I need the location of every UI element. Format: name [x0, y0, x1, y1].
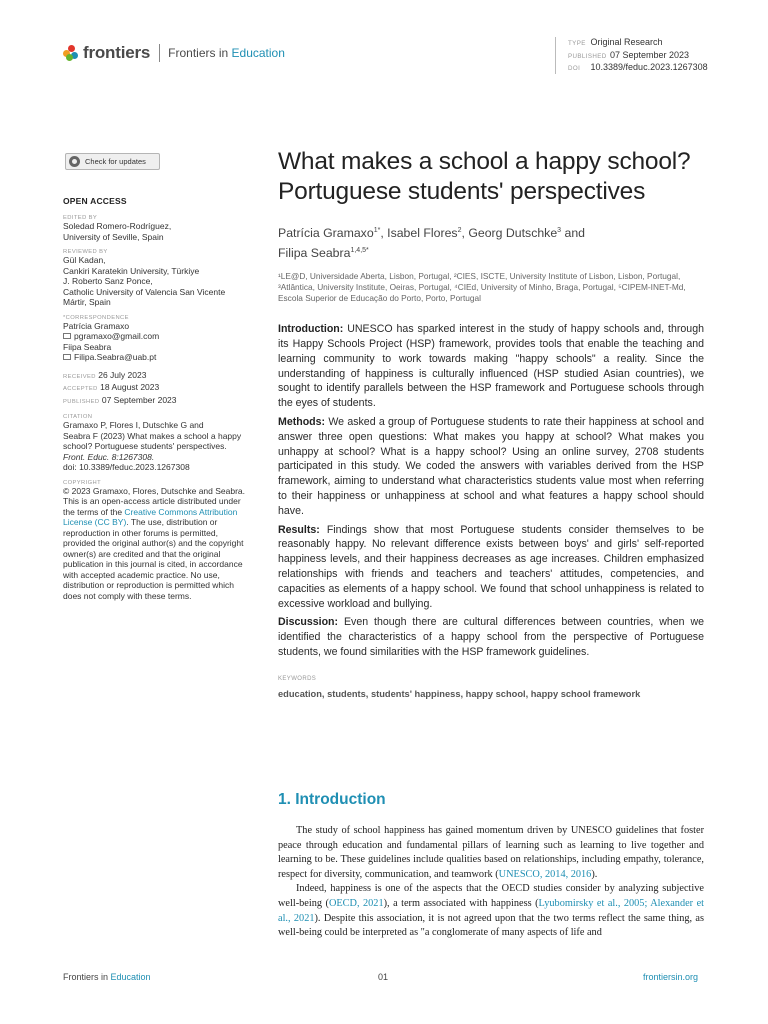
- citation-line: Gramaxo P, Flores I, Dutschke G and: [63, 420, 204, 430]
- article-published: PUBLISHED 07 September 2023: [568, 49, 690, 60]
- correspondent-email[interactable]: [63, 352, 263, 363]
- body-text: ). Despite this association, it is not agreed upon that the two terms reflect the same thing, as well-being could be interpreted as "a conglomerate of many aspects of life and: [278, 912, 705, 939]
- copyright-line: publication in this journal is cited, in accordance: [63, 559, 243, 569]
- sidebar: [63, 153, 263, 601]
- footer-site-link[interactable]: frontiersin.org: [643, 972, 699, 982]
- section-heading: 1. Introduction: [278, 791, 386, 808]
- article-title: What makes a school a happy school? Portuguese students' perspectives: [278, 148, 691, 205]
- citation: [63, 420, 263, 473]
- abstract-methods: [278, 415, 704, 519]
- copyright-text: the terms of the: [63, 506, 125, 517]
- abstract-heading: Introduction:: [278, 323, 344, 336]
- published-date: [63, 395, 263, 408]
- author-affiliation-mark: 1*: [373, 227, 381, 234]
- copyright: [63, 486, 263, 602]
- reviewer-line: Catholic University of Valencia San Vicente: [63, 286, 226, 297]
- check-for-updates-label: Check for updates: [85, 157, 146, 166]
- reviewer-line: J. Roberto Sanz Ponce,: [63, 276, 153, 286]
- reviewer-line: Gül Kadan,: [63, 255, 106, 265]
- reviewer-line: Cankiri Karatekin University, Türkiye: [63, 265, 200, 276]
- mail-icon: [63, 354, 71, 360]
- copyright-line: This is an open-access article distributed under: [63, 496, 241, 506]
- copyright-line: [63, 517, 263, 528]
- open-access-label: OPEN ACCESS: [63, 196, 127, 206]
- body-text: Indeed, happiness is one of the aspects that the OECD studies consider by analyzing subjective well-being (: [278, 883, 704, 909]
- reviewer-line: Mártir, Spain: [63, 297, 111, 307]
- accepted-value: 18 August 2023: [100, 382, 160, 392]
- accepted-date: [63, 382, 263, 395]
- frontiers-logo-icon: [63, 45, 79, 61]
- dates: [63, 370, 263, 408]
- copyright-label: COPYRIGHT: [63, 479, 102, 486]
- abstract-heading: Results:: [278, 523, 320, 536]
- author-name[interactable]: Georg Dutschke: [468, 226, 558, 241]
- citation-link[interactable]: OECD, 2021: [328, 897, 384, 909]
- edited-by-label: EDITED BY: [63, 215, 98, 221]
- article-meta: [555, 37, 708, 74]
- reviewed-by: [63, 255, 263, 308]
- journal-name[interactable]: [168, 46, 285, 60]
- citation-label: CITATION: [63, 414, 93, 420]
- journal-title: Education: [231, 46, 285, 60]
- author-name[interactable]: Patrícia Gramaxo: [278, 226, 374, 241]
- update-icon: [69, 156, 80, 167]
- journal-prefix: Frontiers in: [168, 46, 229, 60]
- body-text: ).: [591, 868, 598, 880]
- affiliations: ¹LE@D, Universidade Aberta, Lisbon, Portugal, ²CIES, ISCTE, University Institute of Lisbon, Lisbon, Portugal, ³Atlântica, University Institute, Oeiras, Portugal, ⁴CIEd, University of Minho, Braga, Portugal, ⁵CIPEM-INET-Md, Escola Superior de Educação do Porto, Porto, Portugal: [278, 271, 686, 304]
- header-divider: [159, 44, 160, 62]
- introduction-body: [278, 824, 704, 941]
- copyright-line: provided the original author(s) and the copyright: [63, 538, 244, 548]
- author-affiliation-mark: 1,4,5*: [350, 247, 369, 255]
- citation-journal: [63, 452, 263, 463]
- footer-journal-name: Education: [110, 972, 151, 982]
- citation-link[interactable]: Lyubomirsky et al., 2005; Alexander et al., 2021: [278, 897, 705, 924]
- copyright-line: owner(s) are credited and that the original: [63, 548, 221, 559]
- page-number: 01: [378, 972, 389, 982]
- citation-doi[interactable]: doi: 10.3389/feduc.2023.1267308: [63, 462, 190, 472]
- correspondent-name: Patrícia Gramaxo: [63, 320, 130, 331]
- footer-journal[interactable]: [63, 972, 151, 982]
- email-text[interactable]: pgramaxo@gmail.com: [74, 331, 160, 341]
- keywords-label: KEYWORDS: [278, 675, 317, 682]
- doi-value[interactable]: 10.3389/feduc.2023.1267308: [590, 62, 708, 72]
- published-value: 07 September 2023: [610, 49, 690, 60]
- brand-name: frontiers: [83, 43, 151, 62]
- copyright-line: © 2023 Gramaxo, Flores, Dutschke and Seabra.: [63, 485, 246, 496]
- abstract-heading: Discussion:: [278, 616, 339, 629]
- body-text: The study of school happiness has gained momentum driven by UNESCO guidelines that foster peace through education and fundamental pillars of learning such as learning to live together and learning to be. These guidelines include qualities based on relationships, including empathy, tolerance, respect for diversity, communication, and teamwork (: [278, 825, 704, 880]
- author-name[interactable]: Filipa Seabra: [278, 246, 351, 261]
- author-affiliation-mark: 2: [457, 227, 462, 234]
- type-key: TYPE: [568, 40, 586, 47]
- received-key: RECEIVED: [63, 373, 96, 380]
- article-type: [568, 37, 708, 50]
- author-affiliation-mark: 3: [557, 227, 562, 234]
- abstract: [278, 322, 704, 660]
- abstract-heading: Methods:: [278, 415, 326, 428]
- editor-affiliation: University of Seville, Spain: [63, 231, 164, 242]
- copyright-text: . The use, distribution or: [126, 517, 218, 527]
- received-value: 26 July 2023: [98, 369, 147, 380]
- copyright-line: does not comply with these terms.: [63, 590, 192, 601]
- abstract-results: [278, 523, 704, 612]
- editor-name: Soledad Romero-Rodríguez,: [63, 221, 172, 231]
- frontiers-logo[interactable]: [63, 43, 285, 63]
- abstract-text: UNESCO has sparked interest in the study of happy schools and, through its Happy Schools Project (HSP) framework, provides tools that enable the teaching and learning community to work towards making "happy schools" a reality. Since the understanding of happiness is culturally influenced (HSP studied Asian countries), we sought to identify parallels between the HSP framework and Portuguese schools through the eyes of students.: [278, 323, 704, 410]
- copyright-line: [63, 507, 263, 518]
- license-link[interactable]: Creative Commons Attribution: [124, 506, 238, 517]
- email-text[interactable]: Filipa.Seabra@uab.pt: [74, 352, 157, 362]
- abstract-discussion: [278, 615, 704, 659]
- abstract-text: Findings show that most Portuguese students consider themselves to be reasonably happy. No relevant difference exists between boys' and girls' self-reported happiness levels, and their happiness decreases as age increases. Children emphasized relationships with friends and teachers and teachers' attitudes, competencies, and capacities as elements of a happy school. We found that school unhappiness is related to excessive workload and bullying.: [278, 523, 704, 610]
- copyright-line: distribution or reproduction is permitted which: [63, 580, 235, 590]
- reviewed-by-label: REVIEWED BY: [63, 249, 108, 255]
- abstract-introduction: [278, 322, 704, 411]
- author-name[interactable]: Isabel Flores: [387, 226, 458, 241]
- received-date: [63, 370, 263, 383]
- footer-journal-prefix: Frontiers in: [63, 972, 109, 982]
- citation-line: Seabra F (2023) What makes a school a happy: [63, 430, 242, 441]
- accepted-key: ACCEPTED: [63, 386, 98, 392]
- author-list: Patrícia Gramaxo$^{1*}$, Isabel Flores$^2$, Georg Dutschke$^3$ and Filipa Seabra$^{1,4,5*}$: [278, 226, 586, 261]
- article-doi[interactable]: [568, 62, 708, 75]
- check-for-updates-button[interactable]: [65, 153, 160, 170]
- published-key: PUBLISHED: [63, 398, 100, 405]
- body-paragraph: [278, 824, 704, 882]
- type-value: Original Research: [590, 37, 663, 47]
- published-value: 07 September 2023: [101, 394, 177, 405]
- citation-line: school? Portuguese students' perspectives.: [63, 441, 227, 451]
- license-link[interactable]: License (CC BY): [63, 517, 127, 527]
- abstract-text: Even though there are cultural differences between countries, when we identified the characteristics of a happy school from the perspective of Portuguese students, we found similarities with the HSP framework guidelines.: [278, 616, 704, 658]
- correspondence-label: *CORRESPONDENCE: [63, 314, 129, 321]
- correspondence: [63, 321, 263, 363]
- citation-line: Front. Educ. 8:1267308.: [63, 451, 155, 462]
- copyright-line: with accepted academic practice. No use,: [63, 569, 220, 580]
- keywords: education, students, students' happiness, happy school, happy school framework: [278, 688, 641, 699]
- correspondent-name: Fiipa Seabra: [63, 341, 112, 352]
- body-paragraph: [278, 882, 704, 940]
- abstract-text: We asked a group of Portuguese students to rate their happiness at school and answer three open questions: What makes you happy at school? What makes you unhappy at school? What is a happy school? Using an online survey, 2708 students participated in this study. We coded the answers with variables derived from the HSP framework, aiming to understand what characteristics students value most when referring to their happiness or unhappiness at school and what features a happy school should have.: [278, 415, 704, 517]
- citation-link[interactable]: UNESCO, 2014, 2016: [498, 868, 592, 880]
- body-text: ), a term associated with happiness (: [383, 897, 539, 909]
- edited-by: [63, 221, 263, 242]
- doi-key: DOI: [568, 65, 581, 72]
- article-main: [278, 147, 704, 699]
- correspondent-email[interactable]: [63, 331, 263, 342]
- mail-icon: [63, 333, 71, 339]
- copyright-line: reproduction in other forums is permitted,: [63, 527, 218, 538]
